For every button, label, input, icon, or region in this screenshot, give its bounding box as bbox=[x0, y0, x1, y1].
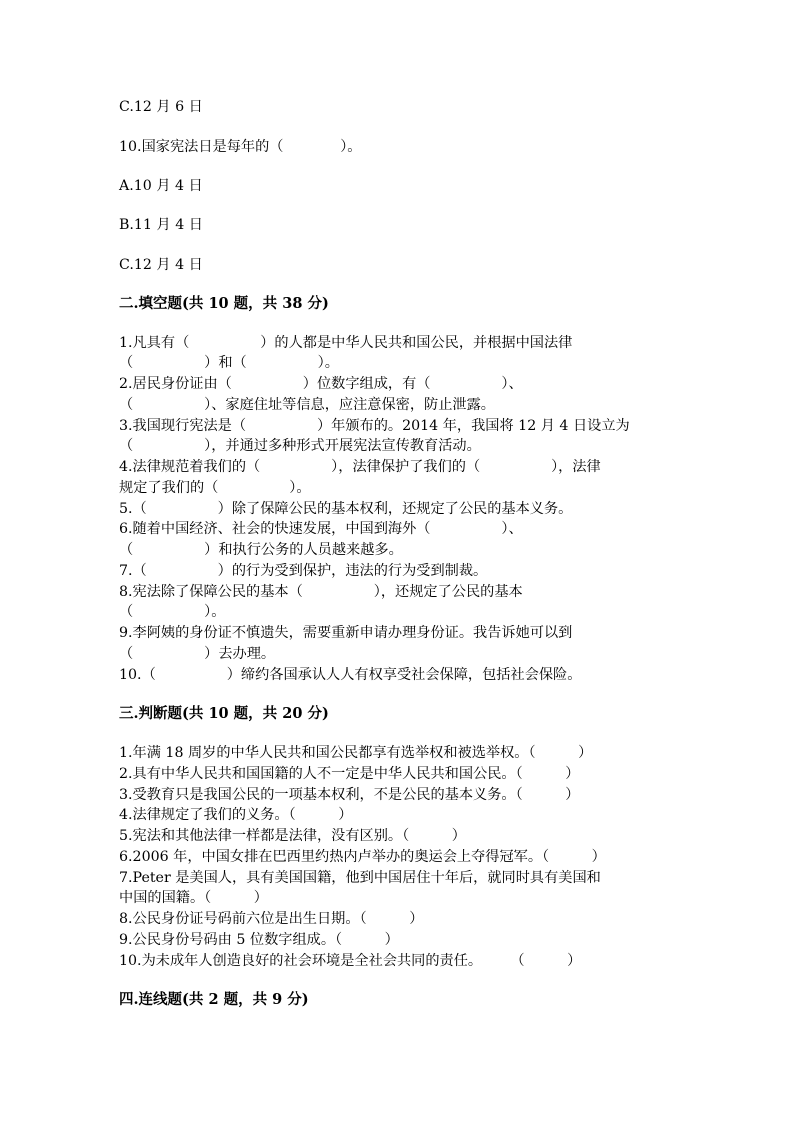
fill-line: （ ）、家庭住址等信息，应注意保密，防止泄露。 bbox=[119, 397, 495, 413]
fill-line: 9.李阿姨的身份证不慎遗失，需要重新申请办理身份证。我告诉她可以到 bbox=[119, 625, 573, 641]
fill-line: （ ）去办理。 bbox=[119, 646, 276, 662]
fill-line: 7.（ ）的行为受到保护，违法的行为受到制裁。 bbox=[119, 563, 488, 579]
judge-line: 7.Peter 是美国人，具有美国国籍，他到中国居住十年后，就同时具有美国和 bbox=[119, 870, 601, 886]
q10-option-a: A.10 月 4 日 bbox=[119, 178, 203, 194]
judge-line: 3.受教育只是我国公民的一项基本权利，不是公民的基本义务。（ ） bbox=[119, 787, 580, 803]
fill-line: （ ）。 bbox=[119, 604, 226, 620]
judge-line: 6.2006 年，中国女排在巴西里约热内卢举办的奥运会上夺得冠军。（ ） bbox=[119, 849, 606, 865]
judge-line: 4.法律规定了我们的义务。（ ） bbox=[119, 807, 353, 823]
judge-line: 5.宪法和其他法律一样都是法律，没有区别。（ ） bbox=[119, 828, 466, 844]
section3-heading: 三.判断题(共 10 题，共 20 分) bbox=[119, 705, 329, 722]
fill-line: 8.宪法除了保障公民的基本（ ），还规定了公民的基本 bbox=[119, 584, 523, 600]
section4-heading: 四.连线题(共 2 题，共 9 分) bbox=[119, 991, 309, 1008]
fill-line: 6.随着中国经济、社会的快速发展，中国到海外（ ）、 bbox=[119, 521, 523, 537]
section2-heading: 二.填空题(共 10 题，共 38 分) bbox=[119, 295, 329, 312]
fill-line: 10.（ ）缔约各国承认人人有权享受社会保障，包括社会保险。 bbox=[119, 667, 582, 683]
judge-line: 10.为未成年人创造良好的社会环境是全社会共同的责任。 （ ） bbox=[119, 953, 582, 969]
fill-line: 2.居民身份证由（ ）位数字组成，有（ ）、 bbox=[119, 376, 523, 392]
q10-option-b: B.11 月 4 日 bbox=[119, 217, 203, 233]
q9-option-c: C.12 月 6 日 bbox=[119, 99, 203, 115]
fill-line: （ ）和（ ）。 bbox=[119, 355, 339, 371]
judge-line: 2.具有中华人民共和国国籍的人不一定是中华人民共和国公民。（ ） bbox=[119, 766, 580, 782]
fill-line: 5.（ ）除了保障公民的基本权利，还规定了公民的基本义务。 bbox=[119, 501, 573, 517]
judge-line: 1.年满 18 周岁的中华人民共和国公民都享有选举权和被选举权。（ ） bbox=[119, 745, 593, 761]
q10-option-c: C.12 月 4 日 bbox=[119, 257, 203, 273]
fill-line: 4.法律规范着我们的（ ），法律保护了我们的（ ），法律 bbox=[119, 459, 601, 475]
fill-line: （ ），并通过多种形式开展宪法宣传教育活动。 bbox=[119, 438, 481, 454]
fill-line: （ ）和执行公务的人员越来越多。 bbox=[119, 542, 403, 558]
judge-line: 9.公民身份号码由 5 位数字组成。（ ） bbox=[119, 932, 399, 948]
fill-line: 规定了我们的（ ）。 bbox=[119, 480, 311, 496]
q10-stem: 10.国家宪法日是每年的（ ）。 bbox=[119, 139, 362, 155]
fill-line: 1.凡具有（ ）的人都是中华人民共和国公民，并根据中国法律 bbox=[119, 335, 573, 351]
judge-line: 中国的国籍。（ ） bbox=[119, 890, 268, 906]
fill-line: 3.我国现行宪法是（ ）年颁布的。2014 年，我国将 12 月 4 日设立为 bbox=[119, 418, 630, 434]
judge-line: 8.公民身份证号码前六位是出生日期。（ ） bbox=[119, 911, 424, 927]
